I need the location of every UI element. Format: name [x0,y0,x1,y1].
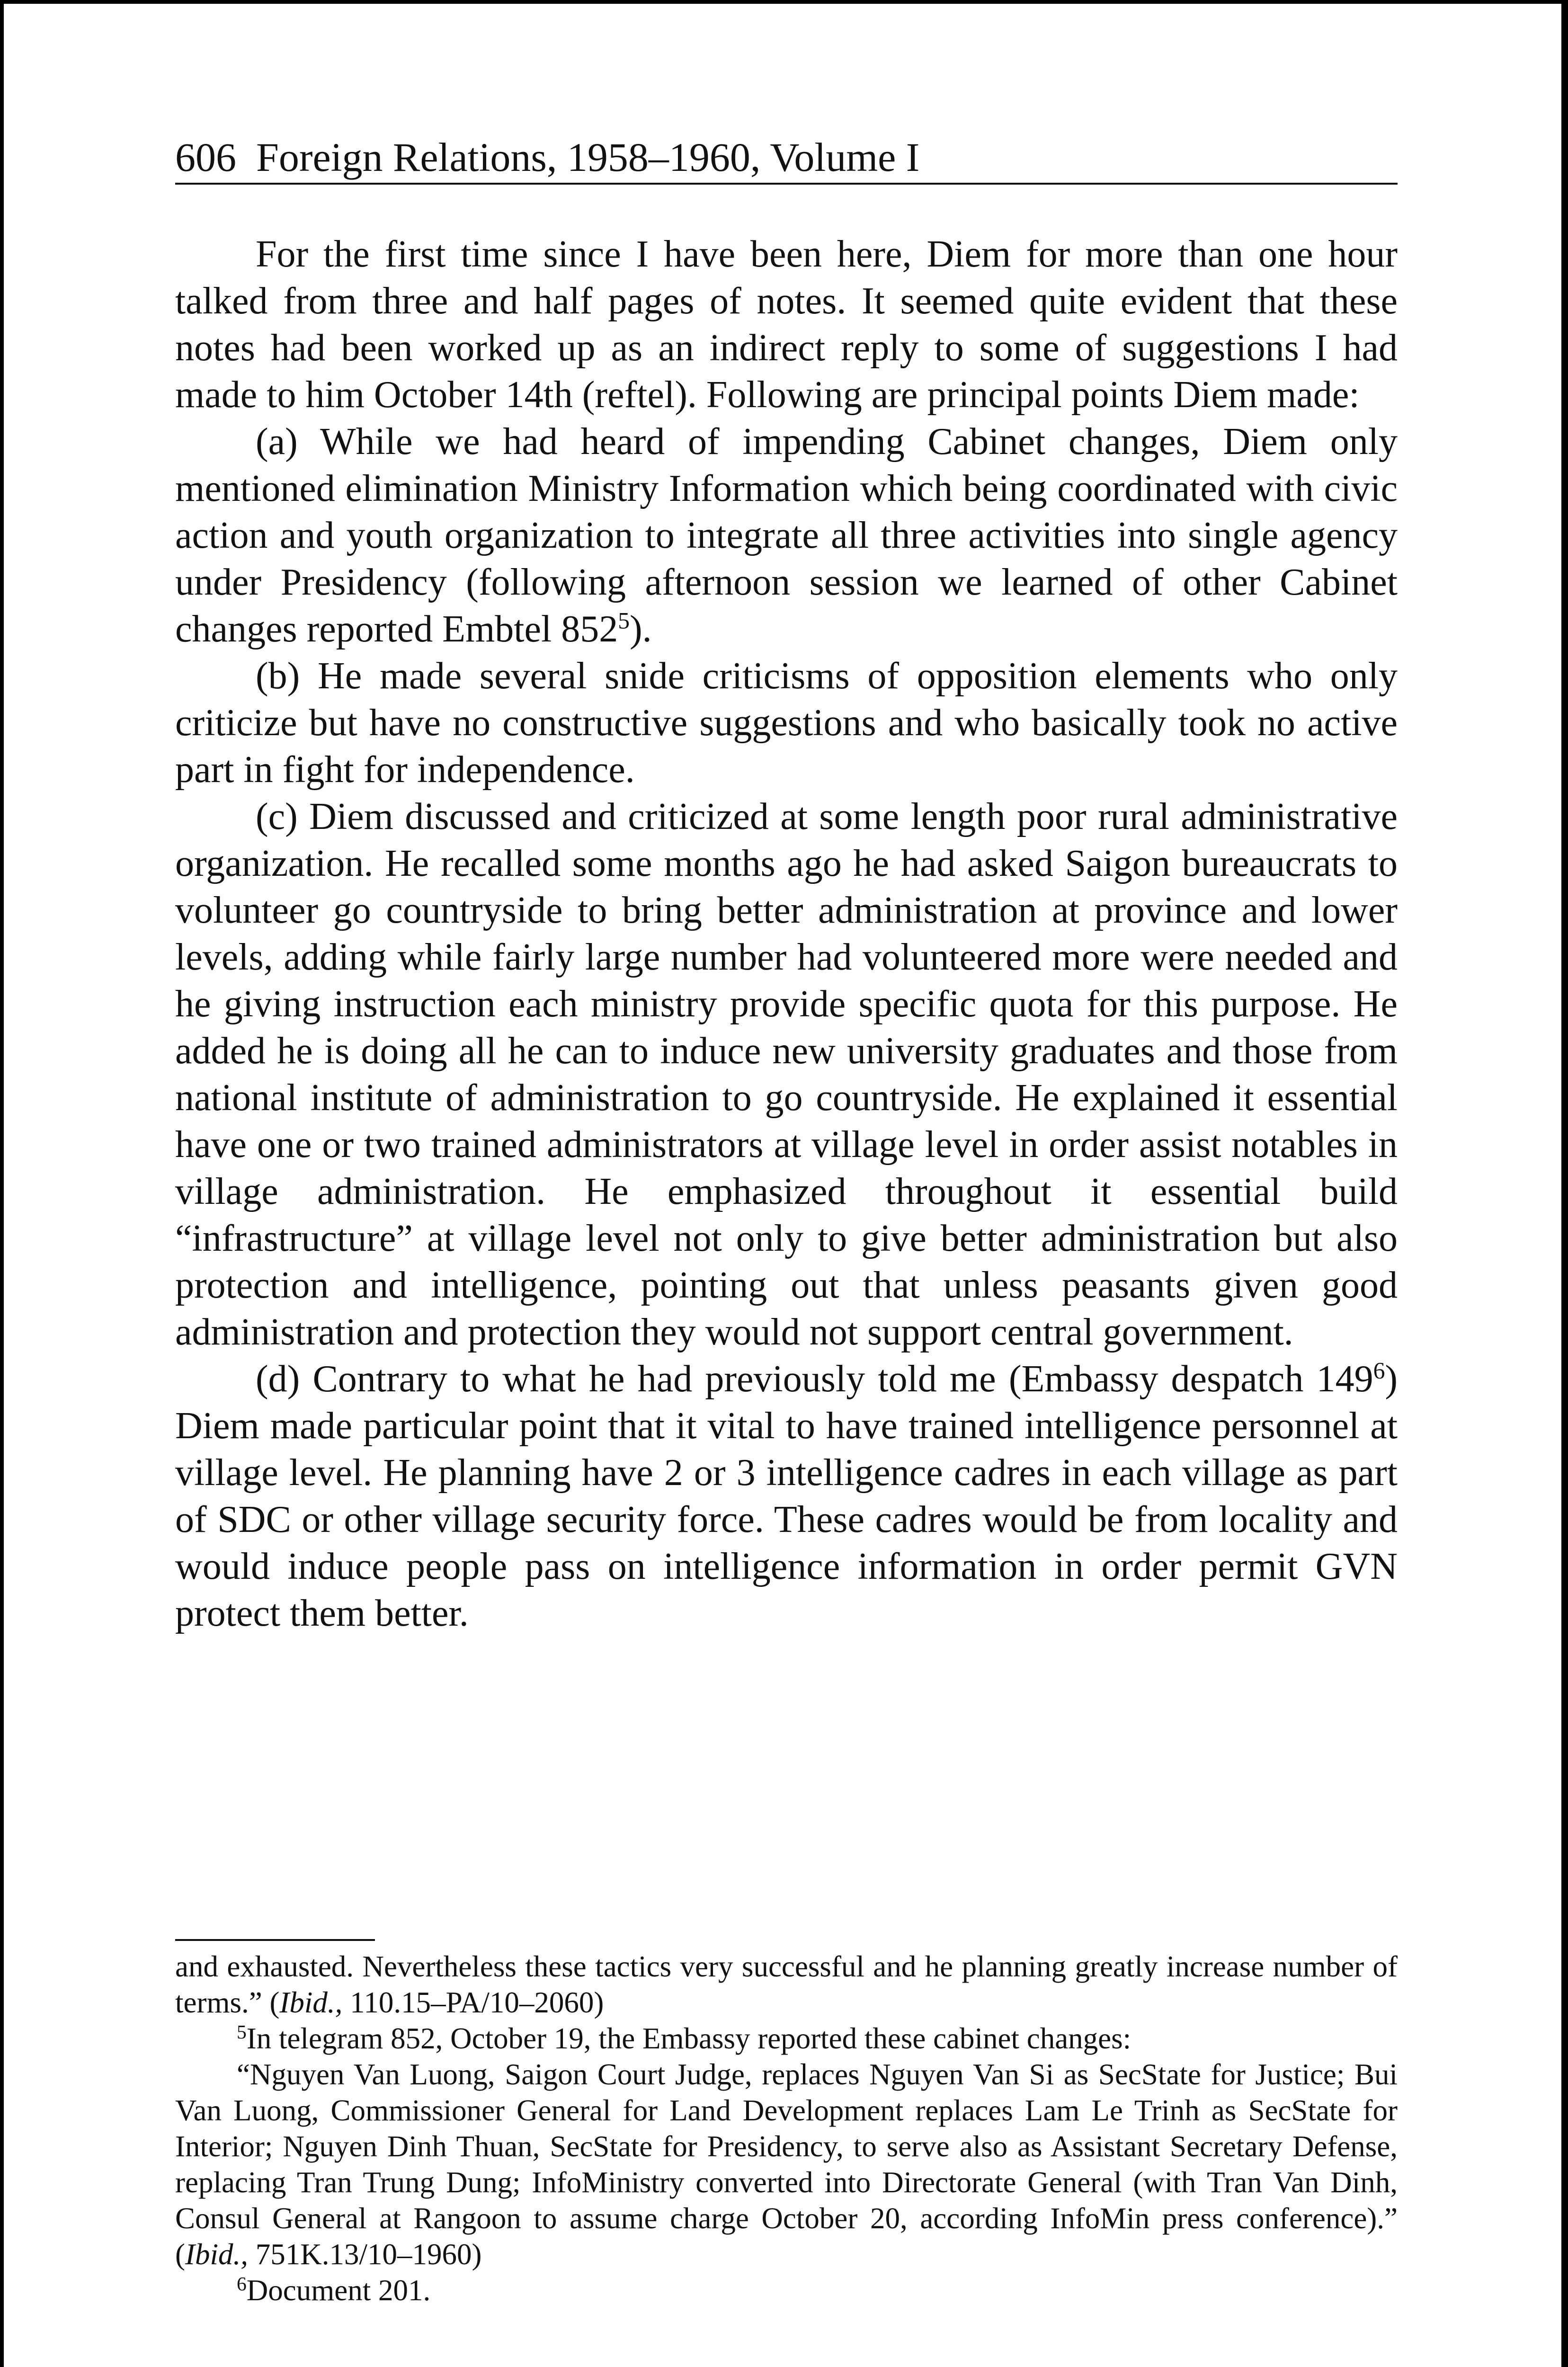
footnote-5-cite: Ibid., [185,2238,248,2271]
footnote-5-quote: “Nguyen Van Luong, Saigon Court Judge, replaces Nguyen Van Si as SecState for Justice; Bui Van Luong, Commissioner General for Land Development replaces Lam Le Trinh as SecState for Interior; Nguyen Dinh Thuan, SecState for Presidency, to serve also as Assistant Secretary Defense, replacing Tran Trung Dung; InfoMinistry converted into Directorate General (with Tran Van Dinh, Consul General at Rangoon to assume charge October 20, according InfoMin press conference).” (Ibid., 751K.13/10–1960) [175,2058,1398,2271]
footnote-ref-6: 6 [1373,1357,1385,1384]
point-a-end: ). [630,608,652,650]
paragraph-point-c: (c) Diem discussed and criticized at some length poor rural administrative organization. He recalled some months ago he had asked Saigon bureaucrats to volunteer go countryside to bring better administration at province and lower levels, adding while fairly large number had volunteered more were needed and he giving instruction each ministry provide specific quota for this purpose. He added he is doing all he can to induce new university graduates and those from national institute of administration to go countryside. He explained it essential have one or two trained administrators at village level in order assist notables in village administration. He emphasized throughout it essential build “infrastructure” at village level not only to give better administration but also protection and intelligence, pointing out that unless peasants given good administration and protection they would not support central government. [175,796,1398,1353]
footnote-5-quote-text: “Nguyen Van Luong, Saigon Court Judge, replaces Nguyen Van Si as SecState for Justice; Bui Van Luong, Commissioner General for Land Development replaces Lam Le Trinh as SecState for Interior; Nguyen Dinh Thuan, SecState for Presidency, to serve also as Assistant Secretary Defense, replacing Tran Trung Dung; InfoMinistry converted into Directorate General (with Tran Van Dinh, Consul General at Rangoon to assume charge October 20, according InfoMin press conference).” [175,2058,1398,2235]
running-header [175,133,1398,185]
paragraph-point-d [175,1356,1398,1637]
footnote-continuation: and exhausted. Nevertheless these tactics very successful and he planning greatly increase number of terms.” (Ibid., 110.15–PA/10–2060) [175,1950,1398,2019]
footnote-5-text: In telegram 852, October 19, the Embassy reported these cabinet changes: [246,2022,1131,2055]
footnote-6-number: 6 [237,2273,247,2295]
footnote-5 [175,2020,1398,2056]
footnote-5-cite-rest: 751K.13/10–1960) [255,2238,482,2271]
point-d-start: (d) Contrary to what he had previously told me (Embassy despatch 149 [256,1358,1373,1400]
page-number: 606 [175,134,236,180]
point-a-text: (a) While we had heard of impending Cabinet changes, Diem only mentioned elimination Ministry Information which being coordinated with civic action and youth organization to integrate all three activities into single agency under Presidency (following afternoon session we learned of other Cabinet changes reported Embtel 852 [175,421,1398,650]
footnote-5-number: 5 [237,2021,247,2043]
footnote-6-text: Document 201. [246,2274,431,2307]
paragraph-point-a [175,418,1398,653]
footnote-continuation-cite: Ibid., [279,1986,343,2019]
footnote-continuation-cite-rest: 110.15–PA/10–2060) [350,1986,604,2019]
running-title: Foreign Relations, 1958–1960, Volume I [256,134,920,180]
main-text [175,231,1398,1637]
paragraph-point-b: (b) He made several snide criticisms of opposition elements who only criticize but have no constructive suggestions and who basically took no active part in fight for independence. [175,655,1398,791]
footnote-divider [175,1939,375,1941]
footnote-ref-5: 5 [618,607,630,634]
footnote-continuation-text: and exhausted. Nevertheless these tactics very successful and he planning greatly increase number of terms.” [175,1950,1398,2019]
point-d-rest: ) Diem made particular point that it vital to have trained intelligence personnel at village level. He planning have 2 or 3 intelligence cadres in each village as part of SDC or other village security force. These cadres would be from locality and would induce people pass on intelligence information in order permit GVN protect them better. [175,1358,1398,1634]
paragraph-intro: For the first time since I have been here, Diem for more than one hour talked from three and half pages of notes. It seemed quite evident that these notes had been worked up as an indirect reply to some of suggestions I had made to him October 14th (reftel). Following are principal points Diem made: [175,233,1398,416]
footnote-6 [175,2272,1398,2308]
footnotes [175,1949,1398,2308]
